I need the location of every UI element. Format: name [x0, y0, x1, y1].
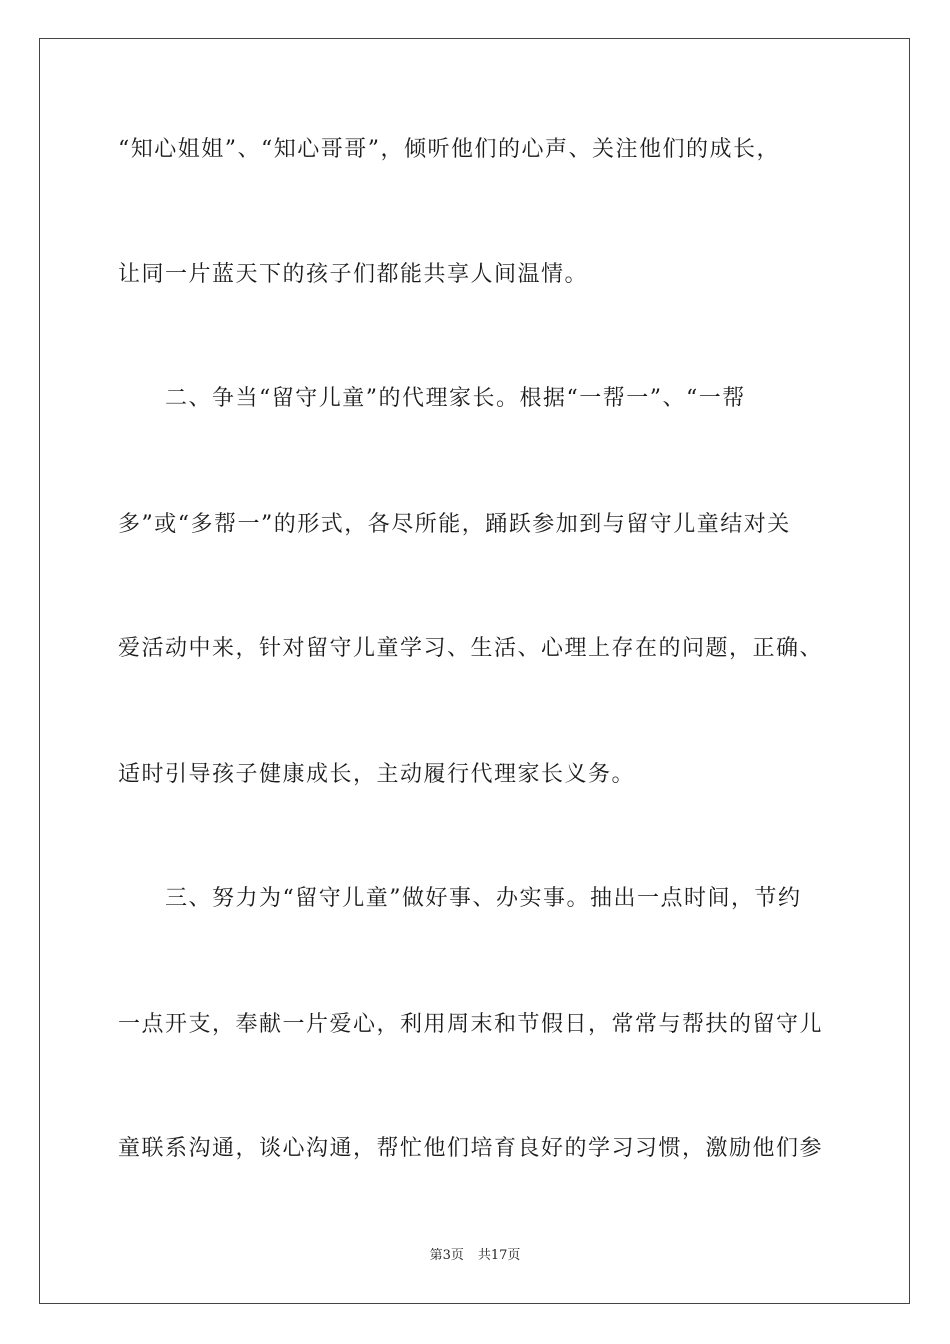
text-line-6: 适时引导孩子健康成长，主动履行代理家长义务。 — [118, 762, 636, 787]
text-line-1: “知心姐姐”、“知心哥哥”，倾听他们的心声、关注他们的成长， — [118, 137, 780, 162]
text-line-2: 让同一片蓝天下的孩子们都能共享人间温情。 — [118, 262, 589, 287]
page-number: 第3页 — [429, 1248, 464, 1263]
text-line-9: 童联系沟通，谈心沟通，帮忙他们培育良好的学习习惯，激励他们参 — [118, 1136, 824, 1161]
text-line-3: 二、争当“留守儿童”的代理家长。根据“一帮一”、“一帮 — [118, 386, 746, 411]
text-line-7: 三、努力为“留守儿童”做好事、办实事。抽出一点时间，节约 — [118, 886, 802, 911]
page-footer — [0, 1247, 950, 1265]
total-pages: 共17页 — [477, 1248, 521, 1263]
text-line-8: 一点开支，奉献一片爱心，利用周末和节假日，常常与帮扶的留守儿 — [118, 1012, 824, 1037]
text-line-4: 多”或“多帮一”的形式，各尽所能，踊跃参加到与留守儿童结对关 — [118, 512, 791, 537]
page-border — [39, 38, 910, 1304]
text-line-5: 爱活动中来，针对留守儿童学习、生活、心理上存在的问题，正确、 — [118, 636, 824, 661]
